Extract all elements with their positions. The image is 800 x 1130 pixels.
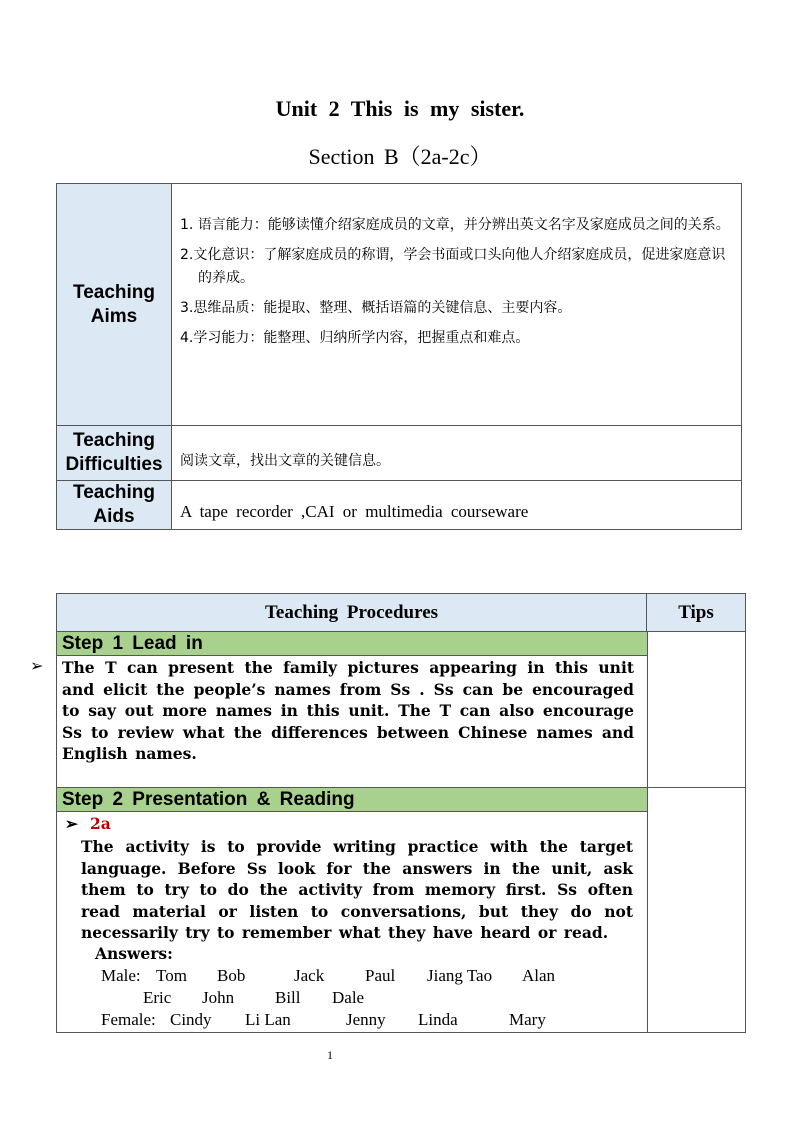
arrow-bullet-icon: ➢ <box>30 658 44 675</box>
procedures-header: Teaching Procedures <box>57 594 647 631</box>
answer-name: Paul <box>365 966 396 985</box>
answer-name: John <box>202 988 235 1007</box>
answer-name: Mary <box>509 1010 546 1029</box>
aims-cell <box>172 184 741 425</box>
aim-item: 4.学习能力：能整理、归纳所学内容，把握重点和难点。 <box>180 330 530 346</box>
answer-name: Jenny <box>346 1010 386 1029</box>
answer-name: Bill <box>275 988 301 1007</box>
aim-item: 2.文化意识：了解家庭成员的称谓，学会书面或口头向他人介绍家庭成员，促进家庭意识的养成。 <box>180 247 726 286</box>
answer-name: Alan <box>522 966 556 985</box>
aims-label: Teaching Aims <box>57 184 172 425</box>
aids-cell: A tape recorder ,CAI or multimedia courseware <box>180 502 529 521</box>
step2-label: 2a <box>90 814 111 833</box>
answer-name: Jack <box>294 966 325 985</box>
procedures-header-row <box>57 594 745 632</box>
step1-title: Step 1 Lead in <box>57 632 647 656</box>
page-subtitle: Section B（2a-2c） <box>308 144 492 169</box>
tips-header: Tips <box>678 601 714 623</box>
difficulties-cell: 阅读文章，找出文章的关键信息。 <box>180 453 390 469</box>
answer-name: Tom <box>156 966 187 985</box>
aim-item: 1. 语言能力：能够读懂介绍家庭成员的文章，并分辨出英文名字及家庭成员之间的关系。 <box>180 217 730 233</box>
answer-name: Eric <box>143 988 172 1007</box>
male-label: Male: <box>101 966 141 985</box>
female-label: Female: <box>101 1010 156 1029</box>
answer-name: Li Lan <box>245 1010 291 1029</box>
step2-subheading <box>65 814 111 833</box>
answer-name: Dale <box>332 988 365 1007</box>
arrow-bullet-icon: ➢ <box>65 814 78 833</box>
answer-name: Bob <box>217 966 246 985</box>
answers-label: Answers: <box>95 944 173 963</box>
aim-item: 3.思维品质：能提取、整理、概括语篇的关键信息、主要内容。 <box>180 300 572 316</box>
aids-label: Teaching Aids <box>57 481 172 529</box>
teaching-info-table <box>56 183 742 530</box>
answer-name: Cindy <box>170 1010 212 1029</box>
answer-name: Jiang Tao <box>427 966 493 985</box>
step2-text: The activity is to provide writing practice with the target language. Before Ss look for the answers in the unit, ask them to try to do the activity from memory first. Ss often read material or listen to conversations, but they do not necessarily try to remember what they have heard or read. <box>81 837 633 942</box>
step2-title: Step 2 Presentation & Reading <box>57 788 647 812</box>
page-title: Unit 2 This is my sister. <box>275 96 525 121</box>
difficulties-label: Teaching Difficulties <box>57 426 172 480</box>
answer-name: Linda <box>418 1010 458 1029</box>
step1-text: The T can present the family pictures appearing in this unit and elicit the people’s names from Ss . Ss can be encouraged to say out more names in this unit. The T can also encourage Ss to review what the differences between Chinese names and English names. <box>62 658 634 763</box>
page-number: 1 <box>327 1048 333 1062</box>
procedures-table <box>56 593 746 1033</box>
